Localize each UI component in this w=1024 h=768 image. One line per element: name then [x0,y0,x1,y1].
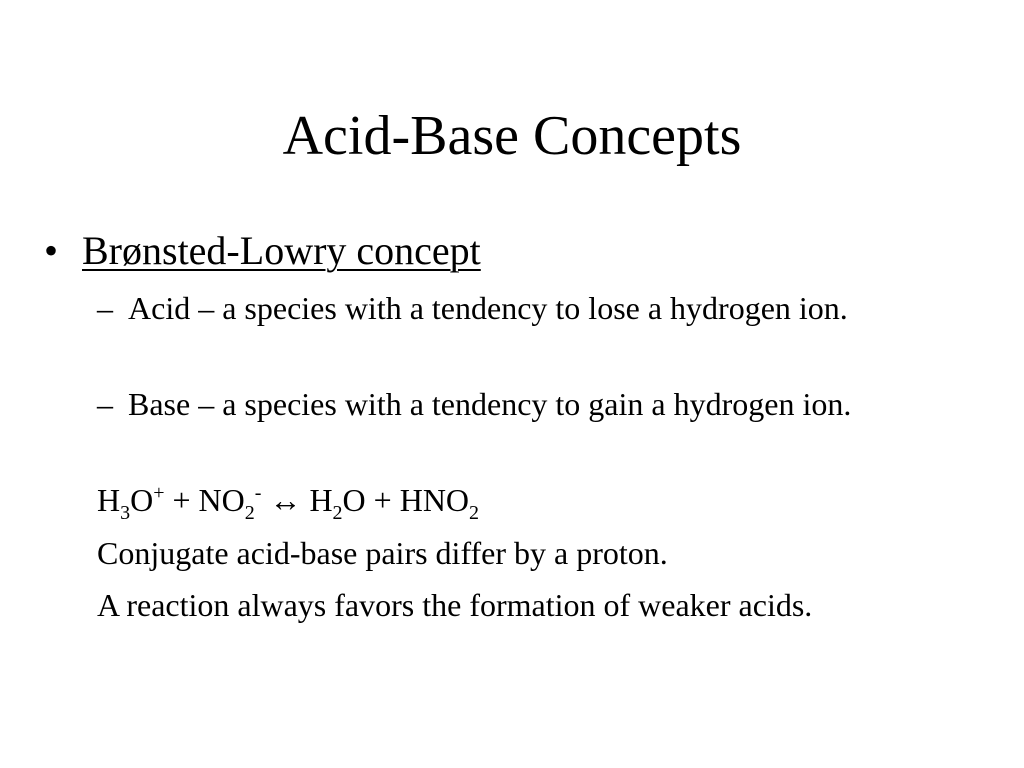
bullet-label: Brønsted-Lowry concept [82,228,481,273]
eq-no2-superscript: - [254,482,262,504]
eq-h3o-superscript: + [153,482,165,504]
eq-o: O [130,482,154,518]
note-weaker-acids: A reaction always favors the formation of weaker acids. [97,587,813,623]
eq-hno2-subscript: 2 [469,502,480,524]
eq-hno: HNO [399,482,470,518]
eq-h2o-subscript: 2 [332,502,343,524]
eq-plus: + [164,482,199,518]
note-conjugate-pairs: Conjugate acid-base pairs differ by a proton. [97,535,668,571]
sub-item-marker: – [97,386,113,422]
eq-no2-subscript: 2 [244,502,255,524]
eq-plus: + [365,482,400,518]
eq-o2: O [342,482,366,518]
bullet-bronsted-lowry [44,226,481,276]
sub-item-marker: – [97,290,113,326]
sub-item-text: Base – a species with a tendency to gain a hydrogen ion. [128,386,852,422]
eq-equilibrium-arrow: ↔ [261,482,310,518]
slide-title: Acid-Base Concepts [282,105,742,167]
sub-item-text: Acid – a species with a tendency to lose a hydrogen ion. [128,290,848,326]
eq-h: H [97,482,121,518]
eq-h3o-subscript: 3 [120,502,131,524]
bullet-marker: • [44,228,59,273]
sub-item-acid [97,287,977,329]
eq-no: NO [198,482,245,518]
eq-h2: H [309,482,333,518]
sub-item-base [97,383,977,425]
chemical-equation [97,479,977,524]
